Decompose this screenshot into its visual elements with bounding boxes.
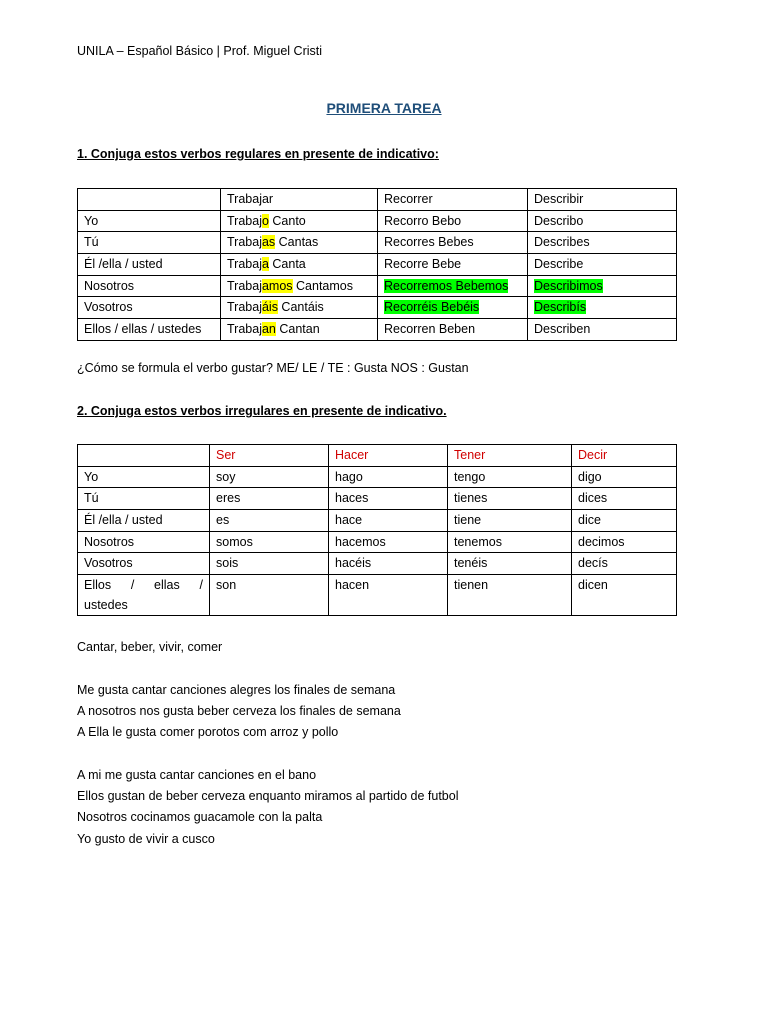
verb-extra: Cantáis [277,300,324,315]
table-row [78,531,677,553]
column-header: Describir [528,189,677,211]
sentence: Me gusta cantar canciones alegres los finales de semana [77,683,396,697]
table-cell: tenéis [448,553,572,575]
regular-verbs-table [77,188,677,341]
pronoun-cell: Nosotros [78,531,210,553]
pronoun-cell: Tú [78,232,221,254]
verb-stem: Trabaj [227,300,262,315]
green-highlight: Recorremos Bebemos [384,278,509,293]
table-cell: dicen [572,575,677,616]
green-highlight: Recorréis Bebéis [384,300,480,315]
table-row [78,275,677,297]
verb-ending-highlight: áis [261,300,278,315]
green-highlight: Describimos [534,278,603,293]
table-cell: eres [210,488,329,510]
table-row [78,319,677,341]
pronoun-cell: Vosotros [78,553,210,575]
table-cell: dices [572,488,677,510]
verb-extra: Cantan [275,322,320,337]
table-cell: hago [329,466,448,488]
trabajar-cell [221,319,378,341]
table-row [78,254,677,276]
trabajar-cell [221,210,378,232]
recorrer-cell: Recorre Bebe [378,254,528,276]
verb-stem: Trabaj [227,235,262,250]
table-row [78,553,677,575]
table-cell: son [210,575,329,616]
sentence: Nosotros cocinamos guacamole con la palta [77,810,323,824]
column-header: Trabajar [221,189,378,211]
table-cell: decís [572,553,677,575]
table-cell: es [210,510,329,532]
table-cell: haces [329,488,448,510]
column-header [78,189,221,211]
verb-stem: Trabaj [227,278,262,293]
verb-ending-highlight: as [261,235,276,250]
table-cell: sois [210,553,329,575]
verb-stem: Trabaj [227,257,262,272]
describir-cell [528,275,677,297]
sentence: A Ella le gusta comer porotos com arroz y pollo [77,725,339,739]
sentence: A nosotros nos gusta beber cerveza los finales de semana [77,704,401,718]
table-cell: tengo [448,466,572,488]
recorrer-cell: Recorren Beben [378,319,528,341]
verb-extra: Canta [268,257,306,272]
pronoun-cell: Yo [78,466,210,488]
trabajar-cell [221,275,378,297]
describir-cell: Describe [528,254,677,276]
pronoun-word: / [199,578,203,593]
table-cell: soy [210,466,329,488]
describir-cell: Describo [528,210,677,232]
recorrer-cell [378,275,528,297]
pronoun-word: Ellos [84,578,112,593]
verb-ending-highlight: an [261,322,276,337]
verb-extra: Canto [268,213,306,228]
pronoun-cell: Yo [78,210,221,232]
pronoun-cell: Ellos / ellas / ustedes [78,319,221,341]
table-cell: dice [572,510,677,532]
column-header: Ser [210,445,329,467]
gustar-question: ¿Cómo se formula el verbo gustar? ME/ LE / TE : Gusta NOS : Gustan [77,361,469,375]
recorrer-cell: Recorro Bebo [378,210,528,232]
table-header-row [78,189,677,211]
verb-extra: Cantamos [292,278,353,293]
column-header: Recorrer [378,189,528,211]
column-header: Hacer [329,445,448,467]
table-row [78,466,677,488]
pronoun-cell: Vosotros [78,297,221,319]
table-row [78,232,677,254]
table-cell: decimos [572,531,677,553]
irregular-verbs-table [77,444,677,616]
column-header [78,445,210,467]
table-row [78,575,677,616]
table-row [78,488,677,510]
section1-heading [77,147,439,161]
column-header: Tener [448,445,572,467]
table-cell: hacen [329,575,448,616]
pronoun-cell: Tú [78,488,210,510]
table-cell: tienen [448,575,572,616]
sentence: A mi me gusta cantar canciones en el bano [77,768,317,782]
pronoun-cell [78,575,210,616]
table-cell: hacemos [329,531,448,553]
trabajar-cell [221,297,378,319]
verbs-line: Cantar, beber, vivir, comer [77,640,223,654]
verb-stem: Trabaj [227,322,262,337]
verb-ending-highlight: a [261,257,269,272]
table-cell: somos [210,531,329,553]
green-highlight: Describís [534,300,587,315]
pronoun-word: ustedes [84,598,128,613]
table-cell: digo [572,466,677,488]
table-header-row [78,445,677,467]
table-cell: hacéis [329,553,448,575]
section1-heading-text: 1. Conjuga estos verbos regulares en presente de indicativo [77,147,435,161]
recorrer-cell: Recorres Bebes [378,232,528,254]
describir-cell: Describen [528,319,677,341]
column-header: Decir [572,445,677,467]
describir-cell: Describes [528,232,677,254]
describir-cell [528,297,677,319]
document-header: UNILA – Español Básico | Prof. Miguel Cristi [77,44,323,58]
table-row [78,510,677,532]
pronoun-cell: Él /ella / usted [78,254,221,276]
pronoun-cell: Él /ella / usted [78,510,210,532]
table-cell: tienes [448,488,572,510]
trabajar-cell [221,232,378,254]
table-row [78,210,677,232]
pronoun-word: / [130,578,135,593]
table-cell: tenemos [448,531,572,553]
table-cell: tiene [448,510,572,532]
verb-stem: Trabaj [227,213,262,228]
verb-ending-highlight: amos [261,278,293,293]
verb-ending-highlight: o [261,213,269,228]
pronoun-word: ellas [154,578,180,593]
sentence: Ellos gustan de beber cerveza enquanto miramos al partido de futbol [77,789,459,803]
section1-heading-suffix: : [434,147,439,161]
section2-heading: 2. Conjuga estos verbos irregulares en presente de indicativo. [77,404,447,418]
pronoun-cell: Nosotros [78,275,221,297]
table-cell: hace [329,510,448,532]
recorrer-cell [378,297,528,319]
table-row [78,297,677,319]
verb-extra: Cantas [275,235,319,250]
page-title: PRIMERA TAREA [326,100,442,116]
pronoun-justified-line [84,575,203,595]
sentence: Yo gusto de vivir a cusco [77,832,215,846]
trabajar-cell [221,254,378,276]
